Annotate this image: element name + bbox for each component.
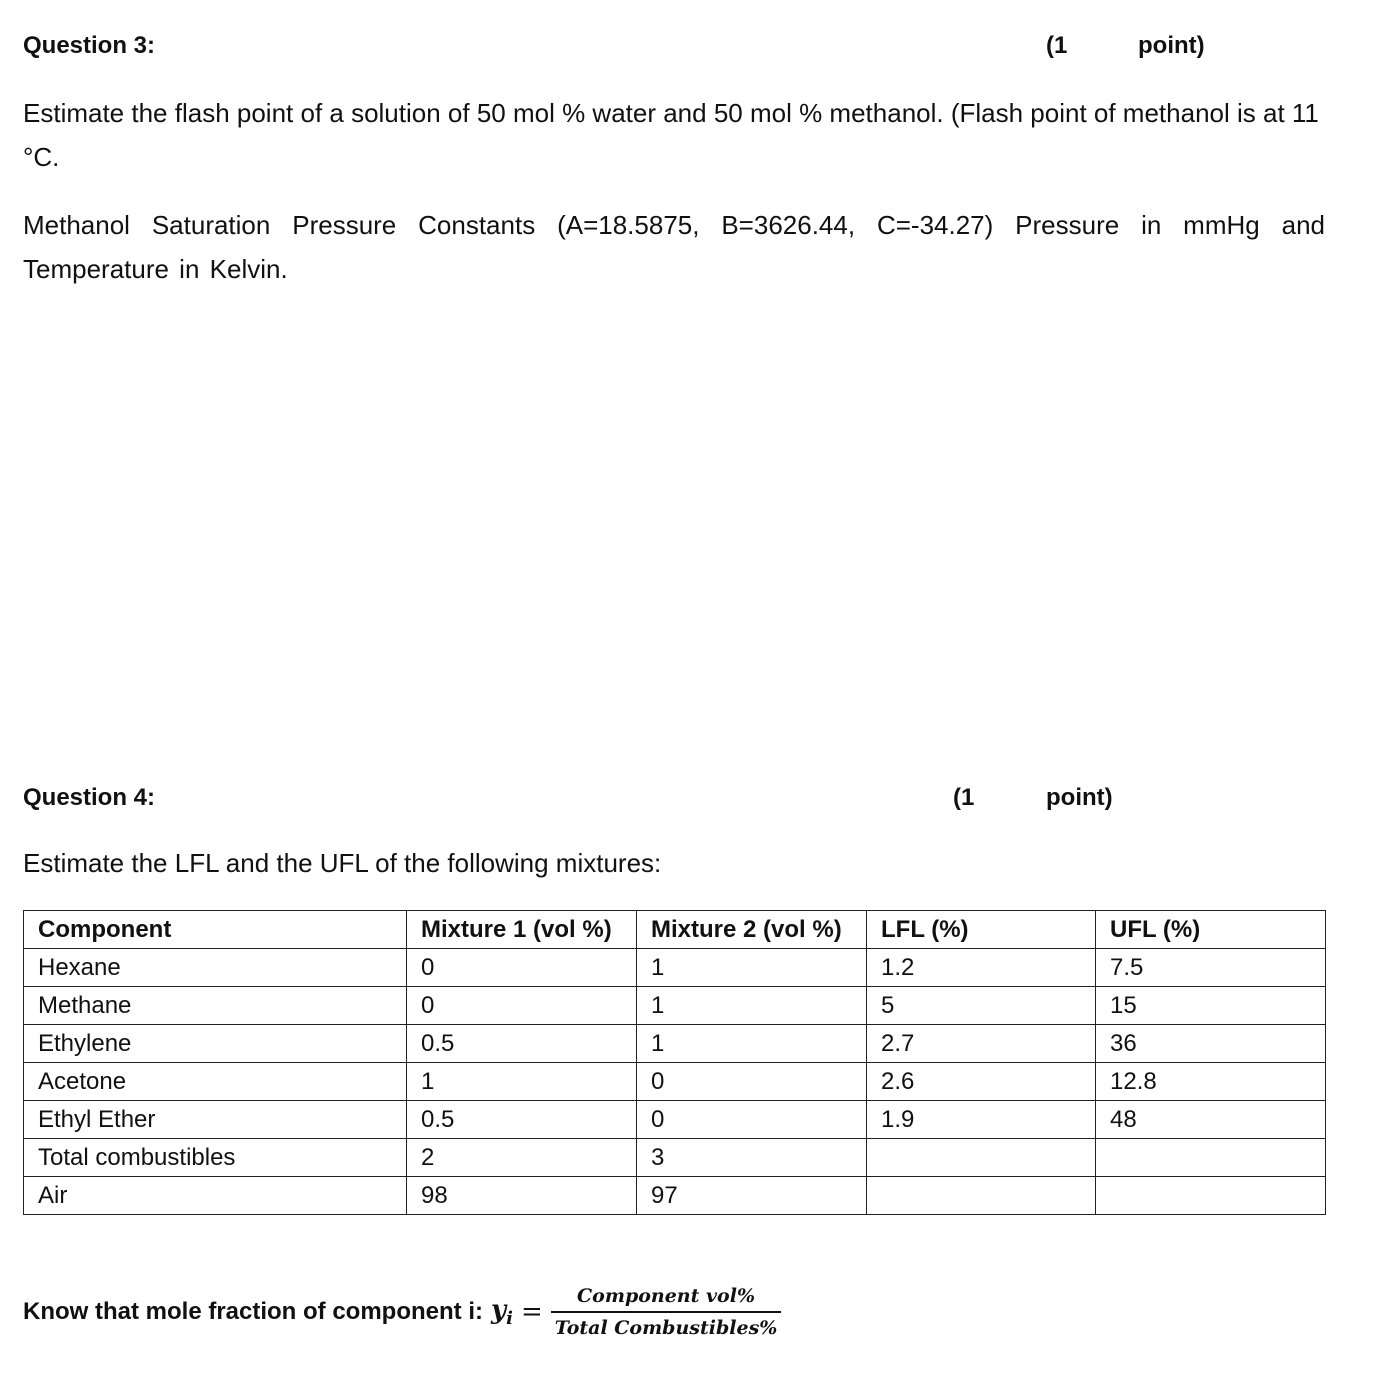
cell-mixture-1: 0.5 xyxy=(407,1025,637,1063)
cell-ufl: 12.8 xyxy=(1096,1063,1326,1101)
table-row xyxy=(24,1177,1326,1215)
cell-lfl: 2.7 xyxy=(867,1025,1096,1063)
cell-lfl xyxy=(867,1139,1096,1177)
mixtures-table xyxy=(23,910,1326,1215)
formula-subscript: i xyxy=(506,1308,513,1330)
formula-label: Know that mole fraction of component i: xyxy=(23,1298,483,1325)
cell-mixture-2: 1 xyxy=(637,987,867,1025)
table-row xyxy=(24,1025,1326,1063)
header-mixture-2: Mixture 2 (vol %) xyxy=(637,911,867,949)
cell-component: Total combustibles xyxy=(24,1139,407,1177)
cell-lfl: 1.9 xyxy=(867,1101,1096,1139)
cell-lfl: 2.6 xyxy=(867,1063,1096,1101)
cell-mixture-1: 0.5 xyxy=(407,1101,637,1139)
cell-mixture-1: 2 xyxy=(407,1139,637,1177)
cell-component: Acetone xyxy=(24,1063,407,1101)
question-4-heading: Question 4: xyxy=(23,784,156,811)
cell-lfl: 1.2 xyxy=(867,949,1096,987)
question-3-constants: Methanol Saturation Pressure Constants (A=18.5875, B=3626.44, C=-34.27) Pressure in mmHg and Temperature in Kelvin. xyxy=(23,210,1325,284)
header-ufl: UFL (%) xyxy=(1096,911,1326,949)
cell-mixture-1: 0 xyxy=(407,987,637,1025)
formula-equals: = xyxy=(520,1297,543,1327)
table-row xyxy=(24,949,1326,987)
header-component: Component xyxy=(24,911,407,949)
cell-mixture-2: 3 xyxy=(637,1139,867,1177)
table-header-row xyxy=(24,911,1326,949)
cell-ufl: 48 xyxy=(1096,1101,1326,1139)
formula-variable-symbol: y xyxy=(490,1294,507,1325)
cell-component: Ethylene xyxy=(24,1025,407,1063)
formula-numerator: Component vol% xyxy=(577,1285,755,1308)
cell-ufl xyxy=(1096,1177,1326,1215)
cell-ufl xyxy=(1096,1139,1326,1177)
cell-ufl: 7.5 xyxy=(1096,949,1326,987)
cell-component: Methane xyxy=(24,987,407,1025)
cell-lfl xyxy=(867,1177,1096,1215)
cell-mixture-2: 1 xyxy=(637,1025,867,1063)
question-3-heading: Question 3: xyxy=(23,32,156,59)
cell-mixture-2: 97 xyxy=(637,1177,867,1215)
question-4-points-label: point) xyxy=(1046,784,1113,811)
table-row xyxy=(24,1139,1326,1177)
cell-lfl: 5 xyxy=(867,987,1096,1025)
cell-mixture-1: 0 xyxy=(407,949,637,987)
cell-component: Air xyxy=(24,1177,407,1215)
question-3-prompt: Estimate the flash point of a solution of 50 mol % water and 50 mol % methanol. (Flash point of methanol is at 11 °C. xyxy=(23,98,1319,172)
cell-mixture-1: 98 xyxy=(407,1177,637,1215)
mole-fraction-formula xyxy=(23,1282,781,1342)
cell-ufl: 15 xyxy=(1096,987,1326,1025)
question-4-points-value: (1 xyxy=(953,784,975,811)
header-lfl: LFL (%) xyxy=(867,911,1096,949)
table-row xyxy=(24,987,1326,1025)
cell-component: Hexane xyxy=(24,949,407,987)
cell-ufl: 36 xyxy=(1096,1025,1326,1063)
cell-mixture-2: 0 xyxy=(637,1063,867,1101)
cell-component: Ethyl Ether xyxy=(24,1101,407,1139)
formula-denominator: Total Combustibles% xyxy=(554,1316,778,1339)
question-3-points-value: (1 xyxy=(1046,32,1068,59)
question-3-points-label: point) xyxy=(1138,32,1205,59)
cell-mixture-1: 1 xyxy=(407,1063,637,1101)
formula-fraction xyxy=(551,1285,782,1339)
cell-mixture-2: 1 xyxy=(637,949,867,987)
cell-mixture-2: 0 xyxy=(637,1101,867,1139)
table-row xyxy=(24,1063,1326,1101)
formula-variable xyxy=(491,1295,513,1329)
header-mixture-1: Mixture 1 (vol %) xyxy=(407,911,637,949)
table-row xyxy=(24,1101,1326,1139)
question-4-instruction: Estimate the LFL and the UFL of the following mixtures: xyxy=(23,848,662,878)
